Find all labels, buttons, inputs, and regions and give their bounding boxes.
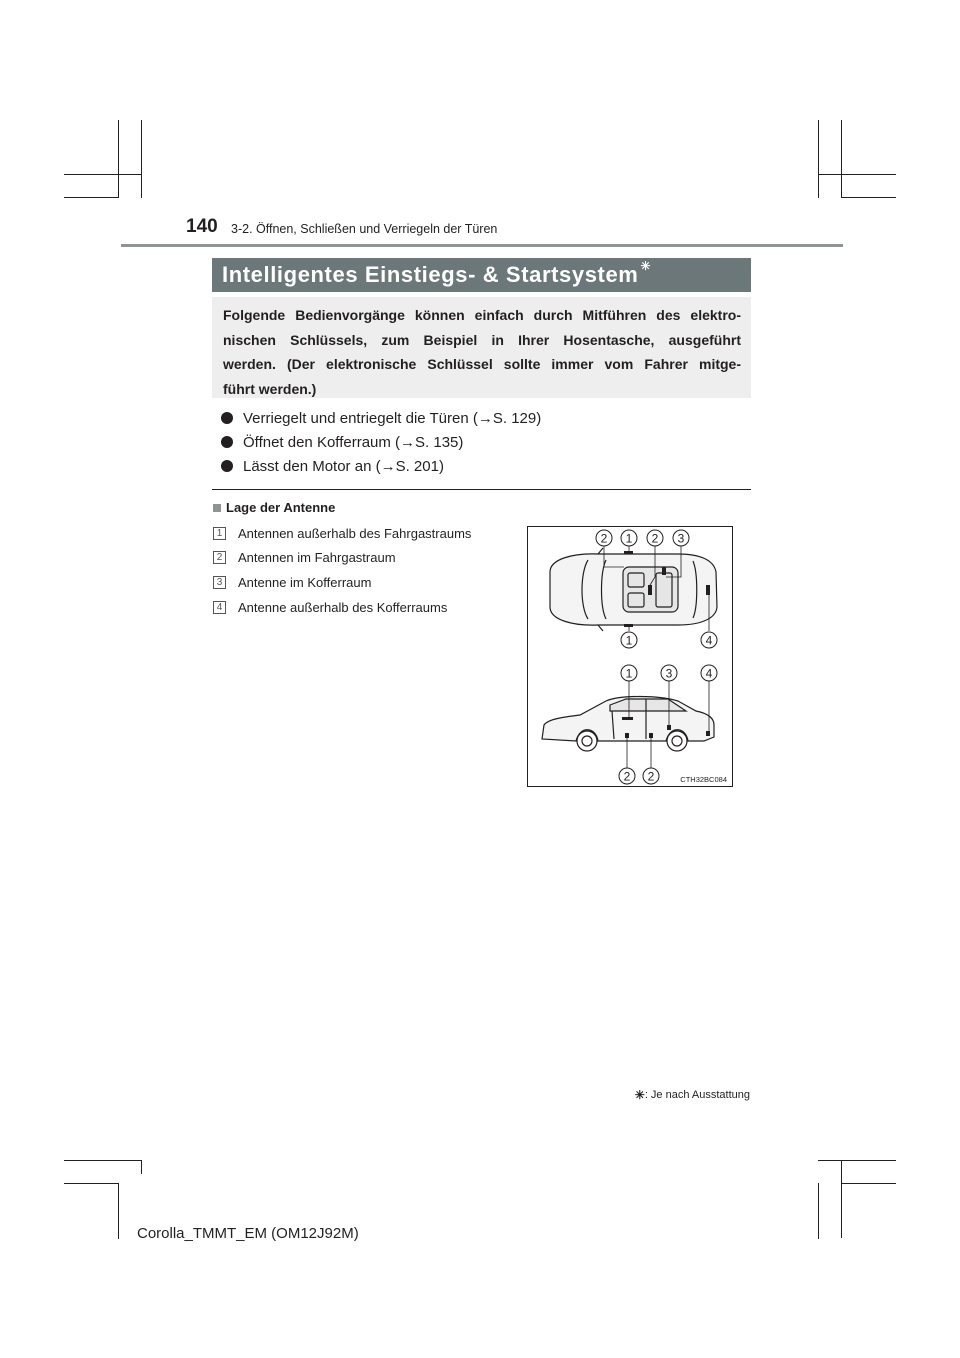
crop-mark — [818, 120, 819, 198]
callout-label: 1 — [625, 666, 633, 681]
bullet-text: Verriegelt und entriegelt die Türen (→S. 129) — [243, 409, 542, 427]
bullet-list — [221, 406, 741, 478]
car-side-view — [542, 697, 714, 752]
crop-mark — [841, 1183, 896, 1184]
callout-1 — [621, 665, 637, 681]
section-title: Intelligentes Einstiegs- & Startsystem — [222, 262, 639, 287]
footnote — [635, 1088, 750, 1102]
antenna-heading — [213, 500, 335, 515]
list-item — [213, 521, 471, 546]
intro-box — [212, 297, 751, 398]
callout-number: 3 — [213, 576, 226, 589]
crop-mark — [141, 120, 142, 198]
callout-3 — [661, 665, 677, 681]
page-number: 140 — [186, 216, 218, 237]
square-bullet-icon — [213, 504, 221, 512]
callout-4 — [701, 632, 717, 648]
callout-label: 1 — [625, 531, 633, 546]
footnote-star-icon: ✳ — [634, 1088, 645, 1102]
callout-label: 3 — [677, 531, 685, 546]
bullet-text: Lässt den Motor an (→S. 201) — [243, 457, 444, 475]
list-item-label: Antennen im Fahrgastraum — [238, 550, 396, 566]
callout-number: 4 — [213, 601, 226, 614]
list-item-label: Antenne im Kofferraum — [238, 574, 372, 590]
callout-2 — [643, 768, 659, 784]
bullet-icon — [221, 412, 233, 424]
section-title-bar — [212, 258, 751, 292]
crop-mark — [818, 1160, 896, 1161]
car-diagram — [528, 527, 732, 786]
callout-2 — [619, 768, 635, 784]
antenna-heading-text: Lage der Antenne — [226, 500, 336, 515]
crop-mark — [818, 174, 896, 175]
antenna-list — [213, 521, 471, 619]
list-item — [221, 430, 741, 454]
callout-label: 2 — [647, 769, 655, 784]
list-item-label: Antenne außerhalb des Kofferraums — [238, 599, 448, 615]
callout-label: 4 — [705, 666, 713, 681]
callout-label: 2 — [651, 531, 659, 546]
callout-4 — [701, 665, 717, 681]
callout-2 — [596, 530, 612, 546]
header-rule — [121, 244, 843, 247]
crop-mark — [118, 120, 119, 198]
car-top-view — [550, 548, 717, 631]
callout-label: 3 — [665, 666, 673, 681]
bullet-icon — [221, 460, 233, 472]
callout-number: 2 — [213, 551, 226, 564]
bullet-text: Öffnet den Kofferraum (→S. 135) — [243, 433, 464, 451]
document-footer: Corolla_TMMT_EM (OM12J92M) — [137, 1225, 359, 1242]
crop-mark — [841, 1160, 842, 1238]
callout-group-side-bottom — [619, 768, 659, 784]
running-head: 3-2. Öffnen, Schließen und Verriegeln der Türen — [231, 222, 498, 236]
list-item — [213, 595, 471, 620]
intro-line: werden. (Der elektronische Schlüssel sollte immer vom Fahrer mitge- — [223, 356, 741, 372]
equipment-star-icon: ✳ — [640, 259, 652, 273]
section-divider — [212, 489, 751, 490]
list-item — [221, 406, 741, 430]
callout-3 — [673, 530, 689, 546]
crop-mark — [64, 197, 118, 198]
crop-mark — [118, 1183, 119, 1239]
callout-1 — [621, 632, 637, 648]
callout-label: 2 — [623, 769, 631, 784]
callout-1 — [621, 530, 637, 546]
list-item — [213, 546, 471, 571]
figure-code: CTH32BC084 — [680, 775, 727, 784]
crop-mark — [841, 197, 896, 198]
crop-mark — [818, 1183, 819, 1239]
footnote-text: : Je nach Ausstattung — [644, 1089, 750, 1101]
bullet-icon — [221, 436, 233, 448]
intro-line: nischen Schlüssels, zum Beispiel in Ihrer Hosentasche, ausgeführt — [223, 331, 741, 348]
callout-group-side — [621, 665, 717, 681]
callout-number: 1 — [213, 527, 226, 540]
crop-mark — [841, 120, 842, 198]
list-item — [213, 570, 471, 595]
crop-mark — [141, 1160, 142, 1174]
crop-mark — [64, 174, 142, 175]
callout-label: 2 — [600, 531, 608, 546]
intro-line: führt werden.) — [223, 380, 317, 397]
list-item — [221, 454, 741, 478]
antenna-figure — [527, 526, 733, 787]
crop-mark — [64, 1160, 142, 1161]
callout-2 — [647, 530, 663, 546]
crop-mark — [64, 1183, 118, 1184]
intro-line: Folgende Bedienvorgänge können einfach durch Mitführen des elektro- — [223, 307, 741, 323]
callout-label: 1 — [625, 633, 633, 648]
list-item-label: Antennen außerhalb des Fahrgastraums — [238, 525, 472, 541]
callout-label: 4 — [705, 633, 713, 648]
